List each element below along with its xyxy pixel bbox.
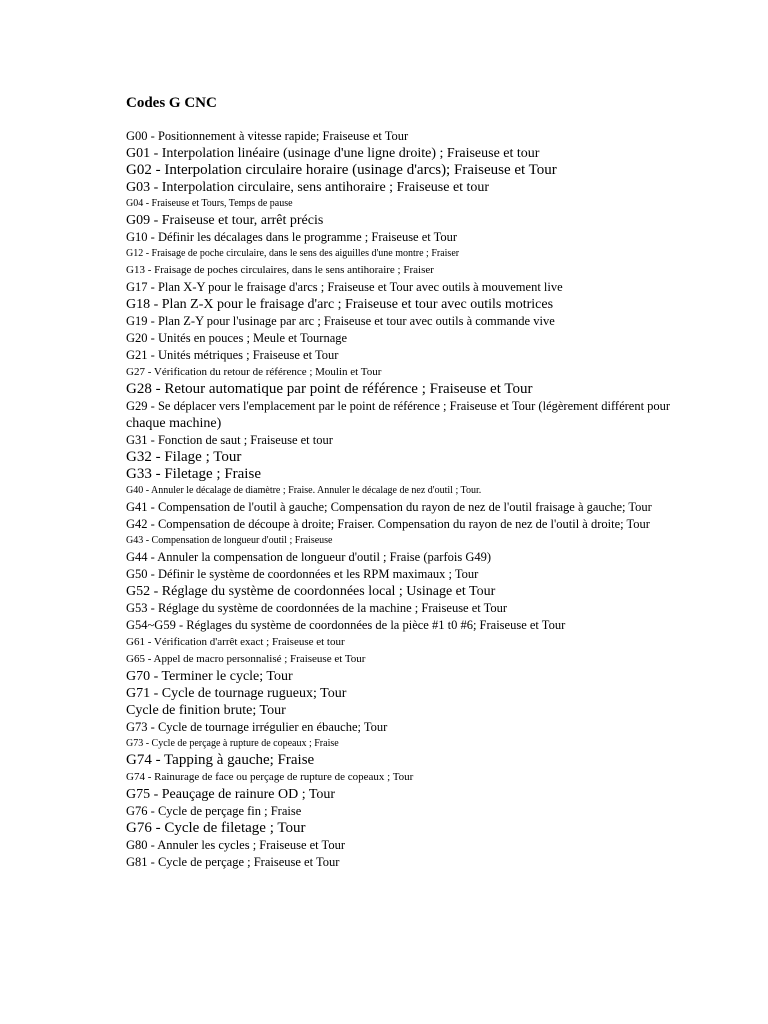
list-item: G10 - Définir les décalages dans le programme ; Fraiseuse et Tour (126, 230, 458, 244)
list-item: G43 - Compensation de longueur d'outil ; Fraiseuse (126, 535, 333, 546)
list-item: G32 - Filage ; Tour (126, 449, 242, 465)
list-item: G73 - Cycle de perçage à rupture de copeaux ; Fraise (126, 738, 339, 749)
list-item: G04 - Fraiseuse et Tours, Temps de pause (126, 198, 293, 209)
list-item: G61 - Vérification d'arrêt exact ; Fraiseuse et tour (126, 636, 345, 648)
list-item: G76 - Cycle de perçage fin ; Fraise (126, 804, 302, 818)
list-item: G75 - Peauçage de rainure OD ; Tour (126, 787, 336, 802)
list-item: G65 - Appel de macro personnalisé ; Fraiseuse et Tour (126, 653, 366, 665)
g-code-list (126, 128, 726, 871)
list-item: G27 - Vérification du retour de référence ; Moulin et Tour (126, 366, 382, 378)
list-item: G20 - Unités en pouces ; Meule et Tournage (126, 331, 348, 345)
list-item: G76 - Cycle de filetage ; Tour (126, 820, 306, 836)
list-item: G29 - Se déplacer vers l'emplacement par le point de référence ; Fraiseuse et Tour (légèrement différent pour (126, 399, 671, 413)
list-item: G80 - Annuler les cycles ; Fraiseuse et Tour (126, 838, 345, 852)
list-item: G13 - Fraisage de poches circulaires, dans le sens antihoraire ; Fraiser (126, 264, 434, 276)
list-item: G54~G59 - Réglages du système de coordonnées de la pièce #1 t0 #6; Fraiseuse et Tour (126, 618, 566, 632)
list-item: G71 - Cycle de tournage rugueux; Tour (126, 686, 347, 701)
list-item: G73 - Cycle de tournage irrégulier en ébauche; Tour (126, 720, 388, 734)
list-item: G00 - Positionnement à vitesse rapide; Fraiseuse et Tour (126, 129, 409, 143)
list-item: G74 - Rainurage de face ou perçage de rupture de copeaux ; Tour (126, 771, 414, 783)
list-item: G03 - Interpolation circulaire, sens antihoraire ; Fraiseuse et tour (126, 180, 490, 195)
list-item: G40 - Annuler le décalage de diamètre ; Fraise. Annuler le décalage de nez d'outil ; Tour. (126, 485, 482, 496)
list-item: G44 - Annuler la compensation de longueur d'outil ; Fraise (parfois G49) (126, 550, 492, 564)
list-item: G50 - Définir le système de coordonnées et les RPM maximaux ; Tour (126, 567, 479, 581)
list-item: G02 - Interpolation circulaire horaire (usinage d'arcs); Fraiseuse et Tour (126, 162, 557, 178)
list-item: G12 - Fraisage de poche circulaire, dans le sens des aiguilles d'une montre ; Fraiser (126, 248, 460, 259)
list-item: G31 - Fonction de saut ; Fraiseuse et tour (126, 433, 333, 447)
list-item: G33 - Filetage ; Fraise (126, 466, 261, 482)
list-item: G28 - Retour automatique par point de référence ; Fraiseuse et Tour (126, 381, 533, 397)
list-item: G70 - Terminer le cycle; Tour (126, 669, 293, 684)
list-item: G19 - Plan Z-Y pour l'usinage par arc ; Fraiseuse et tour avec outils à commande vive (126, 314, 555, 328)
list-item: G42 - Compensation de découpe à droite; Fraiser. Compensation du rayon de nez de l'outil à droite; Tour (126, 517, 650, 531)
document-title: Codes G CNC (126, 95, 217, 111)
list-item: Cycle de finition brute; Tour (126, 703, 286, 718)
list-item: G81 - Cycle de perçage ; Fraiseuse et Tour (126, 855, 340, 869)
list-item: G41 - Compensation de l'outil à gauche; Compensation du rayon de nez de l'outil fraisage à gauche; Tour (126, 500, 652, 514)
list-item: G52 - Réglage du système de coordonnées local ; Usinage et Tour (126, 584, 496, 599)
list-item: G18 - Plan Z-X pour le fraisage d'arc ; Fraiseuse et tour avec outils motrices (126, 297, 554, 312)
list-item: G01 - Interpolation linéaire (usinage d'une ligne droite) ; Fraiseuse et tour (126, 146, 540, 161)
list-item: G53 - Réglage du système de coordonnées de la machine ; Fraiseuse et Tour (126, 601, 508, 615)
list-item: chaque machine) (126, 416, 222, 431)
list-item: G09 - Fraiseuse et tour, arrêt précis (126, 213, 324, 228)
list-item: G74 - Tapping à gauche; Fraise (126, 752, 315, 768)
list-item: G17 - Plan X-Y pour le fraisage d'arcs ; Fraiseuse et Tour avec outils à mouvement live (126, 280, 563, 294)
list-item: G21 - Unités métriques ; Fraiseuse et Tour (126, 348, 339, 362)
